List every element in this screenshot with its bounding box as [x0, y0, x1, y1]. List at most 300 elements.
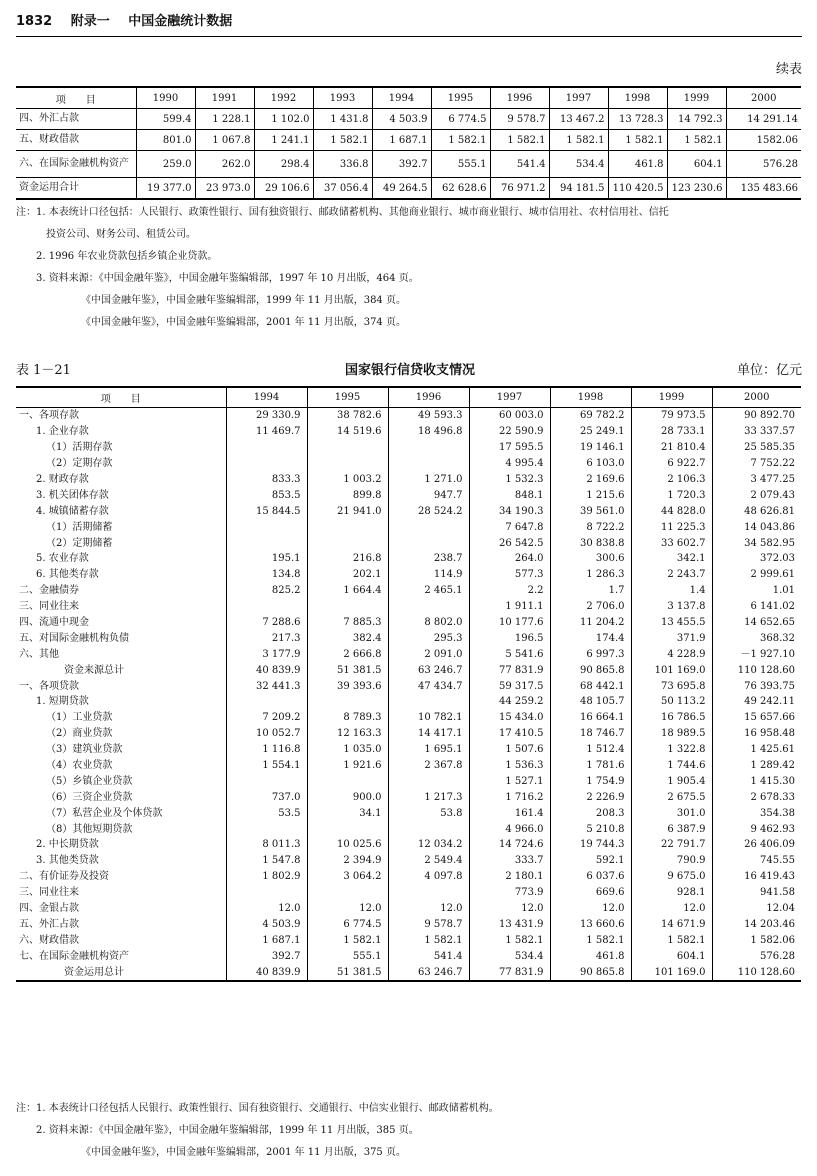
cell-value: 10 052.7 — [226, 726, 307, 742]
cell-value: 15 434.0 — [469, 710, 550, 726]
row-label: 四、流通中现金 — [16, 615, 226, 631]
cell-value: 10 782.1 — [388, 710, 469, 726]
column-header-year: 1999 — [667, 87, 726, 109]
table-row — [16, 424, 801, 440]
cell-value: 11 469.7 — [226, 424, 307, 440]
cell-value: 354.38 — [760, 807, 795, 819]
cell-value: 77 831.9 — [469, 964, 550, 981]
row-label: （8）其他短期贷款 — [16, 821, 226, 837]
table-row — [16, 853, 801, 869]
cell-value: 6 774.5 — [307, 917, 388, 933]
row-label: 二、金融债券 — [16, 583, 226, 599]
cell-value: 39 393.6 — [307, 678, 388, 694]
row-label: 四、金银占款 — [16, 901, 226, 917]
cell-value: 1 415.30 — [750, 775, 795, 787]
table-number: 表 1－21 — [16, 363, 71, 378]
table-row — [16, 837, 801, 853]
cell-value: 1 744.6 — [631, 758, 712, 774]
cell-value: 6 922.7 — [631, 456, 712, 472]
cell-value: 342.1 — [631, 551, 712, 567]
row-label: 资金来源总计 — [16, 662, 226, 678]
cell-value: 22 590.9 — [469, 424, 550, 440]
cell-value: 48 626.81 — [744, 505, 795, 517]
cell-value: 1 286.3 — [550, 567, 631, 583]
cell-value: 19 146.1 — [550, 440, 631, 456]
cell-value: 8 011.3 — [226, 837, 307, 853]
cell-value: 259.0 — [136, 151, 195, 178]
cell-value: 1 687.1 — [372, 130, 431, 151]
cell-value: 10 177.6 — [469, 615, 550, 631]
cell-value: 9 578.7 — [490, 109, 549, 130]
cell-value: 14 671.9 — [631, 917, 712, 933]
cell-value: 4 228.9 — [631, 646, 712, 662]
cell-value: 2 079.43 — [750, 489, 795, 501]
cell-value: 2 243.7 — [631, 567, 712, 583]
cell-value: 2 106.3 — [631, 472, 712, 488]
cell-value: 1 716.2 — [469, 789, 550, 805]
header-title: 中国金融统计数据 — [128, 14, 233, 29]
table-row — [16, 964, 801, 981]
cell-value: 2 394.9 — [307, 853, 388, 869]
unit-label: 单位：亿元 — [736, 363, 802, 378]
cell-value: 12.0 — [307, 901, 388, 917]
cell-value: 8 802.0 — [388, 615, 469, 631]
column-header-year: 1998 — [608, 87, 667, 109]
column-header-year: 1997 — [469, 387, 550, 408]
cell-value: 34 190.3 — [469, 503, 550, 519]
cell-value: 4 097.8 — [388, 869, 469, 885]
cell-value: 12.0 — [388, 901, 469, 917]
table2-header-row — [16, 387, 801, 408]
table-row — [16, 567, 801, 583]
cell-value: 3 177.9 — [226, 646, 307, 662]
table-row — [16, 178, 801, 200]
cell-value: 21 941.0 — [307, 503, 388, 519]
cell-value: 208.3 — [550, 805, 631, 821]
cell-value: 14 519.6 — [307, 424, 388, 440]
cell-value: 295.3 — [388, 630, 469, 646]
cell-value: 4 995.4 — [469, 456, 550, 472]
cell-value: 1 911.1 — [469, 599, 550, 615]
cell-value: 1 582.1 — [667, 130, 726, 151]
cell-value: 11 225.3 — [631, 519, 712, 535]
table-row — [16, 130, 801, 151]
column-header-year: 2000 — [712, 387, 801, 408]
cell-value: 110 128.60 — [737, 664, 795, 676]
cell-value: 1 781.6 — [550, 758, 631, 774]
cell-value: 14 291.14 — [726, 109, 801, 130]
column-header-item: 项 目 — [16, 87, 136, 109]
cell-value: 13 660.6 — [550, 917, 631, 933]
cell-value — [307, 535, 388, 551]
table-row — [16, 789, 801, 805]
column-header-year: 2000 — [726, 87, 801, 109]
cell-value — [226, 440, 307, 456]
cell-value: 1 067.8 — [195, 130, 254, 151]
cell-value: 604.1 — [631, 948, 712, 964]
table-row — [16, 599, 801, 615]
column-header-item: 项 目 — [16, 387, 226, 408]
cell-value: 1 582.1 — [549, 130, 608, 151]
cell-value: 48 105.7 — [550, 694, 631, 710]
cell-value: 3 137.8 — [631, 599, 712, 615]
cell-value: 6 037.6 — [550, 869, 631, 885]
cell-value: 32 441.3 — [226, 678, 307, 694]
row-label: 1. 企业存款 — [16, 424, 226, 440]
row-label: （5）乡镇企业贷款 — [16, 773, 226, 789]
cell-value: 1.01 — [772, 585, 795, 597]
cell-value: 14 792.3 — [667, 109, 726, 130]
row-label: 4. 城镇储蓄存款 — [16, 503, 226, 519]
cell-value: 1 720.3 — [631, 487, 712, 503]
column-header-year: 1997 — [549, 87, 608, 109]
cell-value: 18 496.8 — [388, 424, 469, 440]
cell-value: 6 997.3 — [550, 646, 631, 662]
cell-value: 216.8 — [307, 551, 388, 567]
cell-value: 6 141.02 — [750, 601, 795, 613]
cell-value: 49 593.3 — [388, 408, 469, 424]
cell-value: 8 722.2 — [550, 519, 631, 535]
column-header-year: 1998 — [550, 387, 631, 408]
cell-value: 599.4 — [136, 109, 195, 130]
table-row — [16, 758, 801, 774]
row-label: 五、财政借款 — [16, 130, 136, 151]
cell-value: 29 330.9 — [226, 408, 307, 424]
cell-value: 68 442.1 — [550, 678, 631, 694]
cell-value: 1 921.6 — [307, 758, 388, 774]
row-label: （1）工业贷款 — [16, 710, 226, 726]
cell-value: 1 582.1 — [631, 932, 712, 948]
cell-value: 833.3 — [226, 472, 307, 488]
table-row — [16, 678, 801, 694]
cell-value: 392.7 — [372, 151, 431, 178]
column-header-year: 1993 — [313, 87, 372, 109]
note-line: 《中国金融年鉴》，中国金融年鉴编辑部，2001 年 11 月出版，374 页。 — [16, 317, 406, 328]
table-row — [16, 773, 801, 789]
cell-value: 40 839.9 — [226, 662, 307, 678]
cell-value: 53.8 — [388, 805, 469, 821]
cell-value: 26 406.09 — [744, 839, 795, 851]
cell-value: 12.04 — [766, 903, 795, 915]
cell-value: 7 885.3 — [307, 615, 388, 631]
cell-value: 34.1 — [307, 805, 388, 821]
row-label: 四、外汇占款 — [16, 109, 136, 130]
column-header-year: 1996 — [490, 87, 549, 109]
column-header-year: 1994 — [226, 387, 307, 408]
cell-value: 1 512.4 — [550, 742, 631, 758]
cell-value: 1 547.8 — [226, 853, 307, 869]
cell-value: 23 973.0 — [195, 178, 254, 200]
cell-value: 2 675.5 — [631, 789, 712, 805]
note-line: 2. 1996 年农业贷款包括乡镇企业贷款。 — [16, 251, 218, 262]
cell-value: 1 507.6 — [469, 742, 550, 758]
cell-value: 134.8 — [226, 567, 307, 583]
row-label: 五、外汇占款 — [16, 917, 226, 933]
row-label: 1. 短期贷款 — [16, 694, 226, 710]
cell-value — [307, 821, 388, 837]
cell-value: 1 532.3 — [469, 472, 550, 488]
cell-value: 40 839.9 — [226, 964, 307, 981]
cell-value: 51 381.5 — [307, 662, 388, 678]
cell-value: 2 465.1 — [388, 583, 469, 599]
cell-value: 17 410.5 — [469, 726, 550, 742]
row-label: 六、财政借款 — [16, 932, 226, 948]
cell-value: 14 203.46 — [744, 918, 795, 930]
cell-value: 238.7 — [388, 551, 469, 567]
cell-value: 382.4 — [307, 630, 388, 646]
cell-value — [226, 519, 307, 535]
cell-value: 577.3 — [469, 567, 550, 583]
cell-value: 202.1 — [307, 567, 388, 583]
cell-value: 7 288.6 — [226, 615, 307, 631]
cell-value: 14 043.86 — [744, 521, 795, 533]
note-line: 注：1. 本表统计口径包括：人民银行、政策性银行、国有独资银行、邮政储蓄机构、其他商业银行、城市商业银行、城市信用社、农村信用社、信托 — [16, 207, 669, 218]
cell-value: 262.0 — [195, 151, 254, 178]
row-label: 七、在国际金融机构资产 — [16, 948, 226, 964]
row-label: 六、在国际金融机构资产 — [16, 151, 136, 178]
table-row — [16, 917, 801, 933]
cell-value: 161.4 — [469, 805, 550, 821]
cell-value: 2 549.4 — [388, 853, 469, 869]
cell-value: 28 733.1 — [631, 424, 712, 440]
cell-value: 79 973.5 — [631, 408, 712, 424]
cell-value: 2 999.61 — [750, 569, 795, 581]
cell-value: 1 116.8 — [226, 742, 307, 758]
cell-value: 1.7 — [550, 583, 631, 599]
cell-value — [226, 535, 307, 551]
cell-value: 2 169.6 — [550, 472, 631, 488]
cell-value: 900.0 — [307, 789, 388, 805]
row-label: 一、各项贷款 — [16, 678, 226, 694]
cell-value: 1 431.8 — [313, 109, 372, 130]
cell-value: 217.3 — [226, 630, 307, 646]
cell-value: 555.1 — [431, 151, 490, 178]
cell-value: 1 582.1 — [550, 932, 631, 948]
cell-value: 2 226.9 — [550, 789, 631, 805]
table-row — [16, 948, 801, 964]
page-number: 1832 — [16, 14, 53, 29]
cell-value: 16 958.48 — [744, 728, 795, 740]
cell-value: 4 503.9 — [226, 917, 307, 933]
note-line: 注：1. 本表统计口径包括人民银行、政策性银行、国有独资银行、交通银行、中信实业银行、邮政储蓄机构。 — [16, 1103, 499, 1114]
cell-value: 1 754.9 — [550, 773, 631, 789]
cell-value: 301.0 — [631, 805, 712, 821]
cell-value: 110 420.5 — [608, 178, 667, 200]
cell-value: 11 204.2 — [550, 615, 631, 631]
cell-value: 1 228.1 — [195, 109, 254, 130]
cell-value — [307, 456, 388, 472]
cell-value: 2 678.33 — [750, 791, 795, 803]
cell-value: 1 695.1 — [388, 742, 469, 758]
cell-value: 25 585.35 — [744, 442, 795, 454]
cell-value: 371.9 — [631, 630, 712, 646]
cell-value: 1 802.9 — [226, 869, 307, 885]
cell-value: 333.7 — [469, 853, 550, 869]
cell-value: 90 865.8 — [550, 964, 631, 981]
cell-value: 39 561.0 — [550, 503, 631, 519]
cell-value: 59 317.5 — [469, 678, 550, 694]
cell-value: 1 271.0 — [388, 472, 469, 488]
cell-value: 4 966.0 — [469, 821, 550, 837]
table-row — [16, 535, 801, 551]
cell-value: 49 264.5 — [372, 178, 431, 200]
cell-value — [226, 599, 307, 615]
column-header-year: 1995 — [307, 387, 388, 408]
note-line: 3. 资料来源：《中国金融年鉴》，中国金融年鉴编辑部，1997 年 10 月出版，464 页。 — [16, 273, 419, 284]
cell-value: 22 791.7 — [631, 837, 712, 853]
row-label: 二、有价证券及投资 — [16, 869, 226, 885]
table-row — [16, 932, 801, 948]
cell-value: 790.9 — [631, 853, 712, 869]
section-label: 附录一 — [70, 14, 110, 29]
table-row — [16, 646, 801, 662]
cell-value: 19 377.0 — [136, 178, 195, 200]
table-row — [16, 109, 801, 130]
row-label: 2. 中长期贷款 — [16, 837, 226, 853]
cell-value: 3 064.2 — [307, 869, 388, 885]
cell-value: 1 582.06 — [750, 934, 795, 946]
cell-value: 10 025.6 — [307, 837, 388, 853]
cell-value: 3 477.25 — [750, 474, 795, 485]
row-label: （4）农业贷款 — [16, 758, 226, 774]
cell-value: 6 387.9 — [631, 821, 712, 837]
cell-value — [388, 535, 469, 551]
cell-value: 534.4 — [549, 151, 608, 178]
notes-table2 — [16, 1098, 806, 1164]
cell-value: 13 728.3 — [608, 109, 667, 130]
table-credit-balance — [16, 386, 801, 982]
cell-value: 47 434.7 — [388, 678, 469, 694]
cell-value: 2 666.8 — [307, 646, 388, 662]
cell-value — [226, 456, 307, 472]
cell-value: 336.8 — [313, 151, 372, 178]
cell-value: 461.8 — [550, 948, 631, 964]
cell-value: 2.2 — [469, 583, 550, 599]
cell-value: 16 419.43 — [744, 871, 795, 883]
cell-value: 77 831.9 — [469, 662, 550, 678]
cell-value: 101 169.0 — [631, 662, 712, 678]
cell-value: 541.4 — [388, 948, 469, 964]
row-label: 5. 农业存款 — [16, 551, 226, 567]
note-line: 2. 资料来源：《中国金融年鉴》，中国金融年鉴编辑部，1999 年 11 月出版，385 页。 — [16, 1125, 419, 1136]
cell-value: 73 695.8 — [631, 678, 712, 694]
cell-value: 174.4 — [550, 630, 631, 646]
cell-value: 29 106.6 — [254, 178, 313, 200]
row-label: （7）私营企业及个体贷款 — [16, 805, 226, 821]
cell-value: 15 657.66 — [744, 712, 795, 724]
cell-value — [388, 440, 469, 456]
row-label: 三、同业往来 — [16, 885, 226, 901]
cell-value: 123 230.6 — [667, 178, 726, 200]
cell-value: 13 455.5 — [631, 615, 712, 631]
cell-value: 534.4 — [469, 948, 550, 964]
cell-value: 12.0 — [550, 901, 631, 917]
table-row — [16, 885, 801, 901]
row-label: 三、同业往来 — [16, 599, 226, 615]
cell-value: 9 675.0 — [631, 869, 712, 885]
cell-value — [388, 885, 469, 901]
cell-value: 264.0 — [469, 551, 550, 567]
row-label: （3）建筑业贷款 — [16, 742, 226, 758]
cell-value: 1 582.1 — [313, 130, 372, 151]
cell-value: 7 209.2 — [226, 710, 307, 726]
table-row — [16, 821, 801, 837]
cell-value: 1 582.1 — [307, 932, 388, 948]
cell-value: 4 503.9 — [372, 109, 431, 130]
cell-value: 18 746.7 — [550, 726, 631, 742]
cell-value: 30 838.8 — [550, 535, 631, 551]
cell-value: 737.0 — [226, 789, 307, 805]
cell-value — [307, 885, 388, 901]
cell-value: 2 180.1 — [469, 869, 550, 885]
cell-value: －1 927.10 — [740, 648, 795, 660]
cell-value: 298.4 — [254, 151, 313, 178]
cell-value — [226, 773, 307, 789]
cell-value: 49 242.11 — [744, 696, 795, 708]
cell-value: 592.1 — [550, 853, 631, 869]
column-header-year: 1990 — [136, 87, 195, 109]
cell-value: 1 322.8 — [631, 742, 712, 758]
row-label: 3. 机关团体存款 — [16, 487, 226, 503]
cell-value — [226, 694, 307, 710]
cell-value — [388, 599, 469, 615]
cell-value: 1 425.61 — [750, 744, 795, 756]
table-row — [16, 456, 801, 472]
cell-value — [388, 821, 469, 837]
cell-value: 90 865.8 — [550, 662, 631, 678]
table-row — [16, 583, 801, 599]
note-line: 投资公司、财务公司、租赁公司。 — [16, 229, 196, 240]
cell-value: 69 782.2 — [550, 408, 631, 424]
cell-value: 14 417.1 — [388, 726, 469, 742]
cell-value: 7 752.22 — [750, 458, 795, 470]
row-label: （2）商业贷款 — [16, 726, 226, 742]
cell-value: 1 905.4 — [631, 773, 712, 789]
column-header-year: 1999 — [631, 387, 712, 408]
cell-value: 17 595.5 — [469, 440, 550, 456]
notes-table1 — [16, 202, 806, 334]
cell-value: 18 989.5 — [631, 726, 712, 742]
table-row — [16, 742, 801, 758]
cell-value: 392.7 — [226, 948, 307, 964]
cell-value: 25 249.1 — [550, 424, 631, 440]
cell-value: 941.58 — [760, 887, 795, 899]
cell-value: 745.55 — [760, 855, 795, 867]
cell-value: 1 003.2 — [307, 472, 388, 488]
table-row — [16, 503, 801, 519]
cell-value: 555.1 — [307, 948, 388, 964]
cell-value: 114.9 — [388, 567, 469, 583]
cell-value: 19 744.3 — [550, 837, 631, 853]
table-row — [16, 440, 801, 456]
cell-value: 15 844.5 — [226, 503, 307, 519]
cell-value: 110 128.60 — [737, 966, 795, 978]
row-label: 6. 其他类存款 — [16, 567, 226, 583]
cell-value: 669.6 — [550, 885, 631, 901]
cell-value: 773.9 — [469, 885, 550, 901]
cell-value: 195.1 — [226, 551, 307, 567]
table-row — [16, 551, 801, 567]
cell-value: 8 789.3 — [307, 710, 388, 726]
cell-value: 26 542.5 — [469, 535, 550, 551]
cell-value: 1 582.1 — [469, 932, 550, 948]
cell-value — [307, 440, 388, 456]
cell-value: 1582.06 — [726, 130, 801, 151]
table-title: 国家银行信贷收支情况 — [345, 363, 476, 378]
table-row — [16, 694, 801, 710]
cell-value: 63 246.7 — [388, 662, 469, 678]
cell-value — [307, 773, 388, 789]
